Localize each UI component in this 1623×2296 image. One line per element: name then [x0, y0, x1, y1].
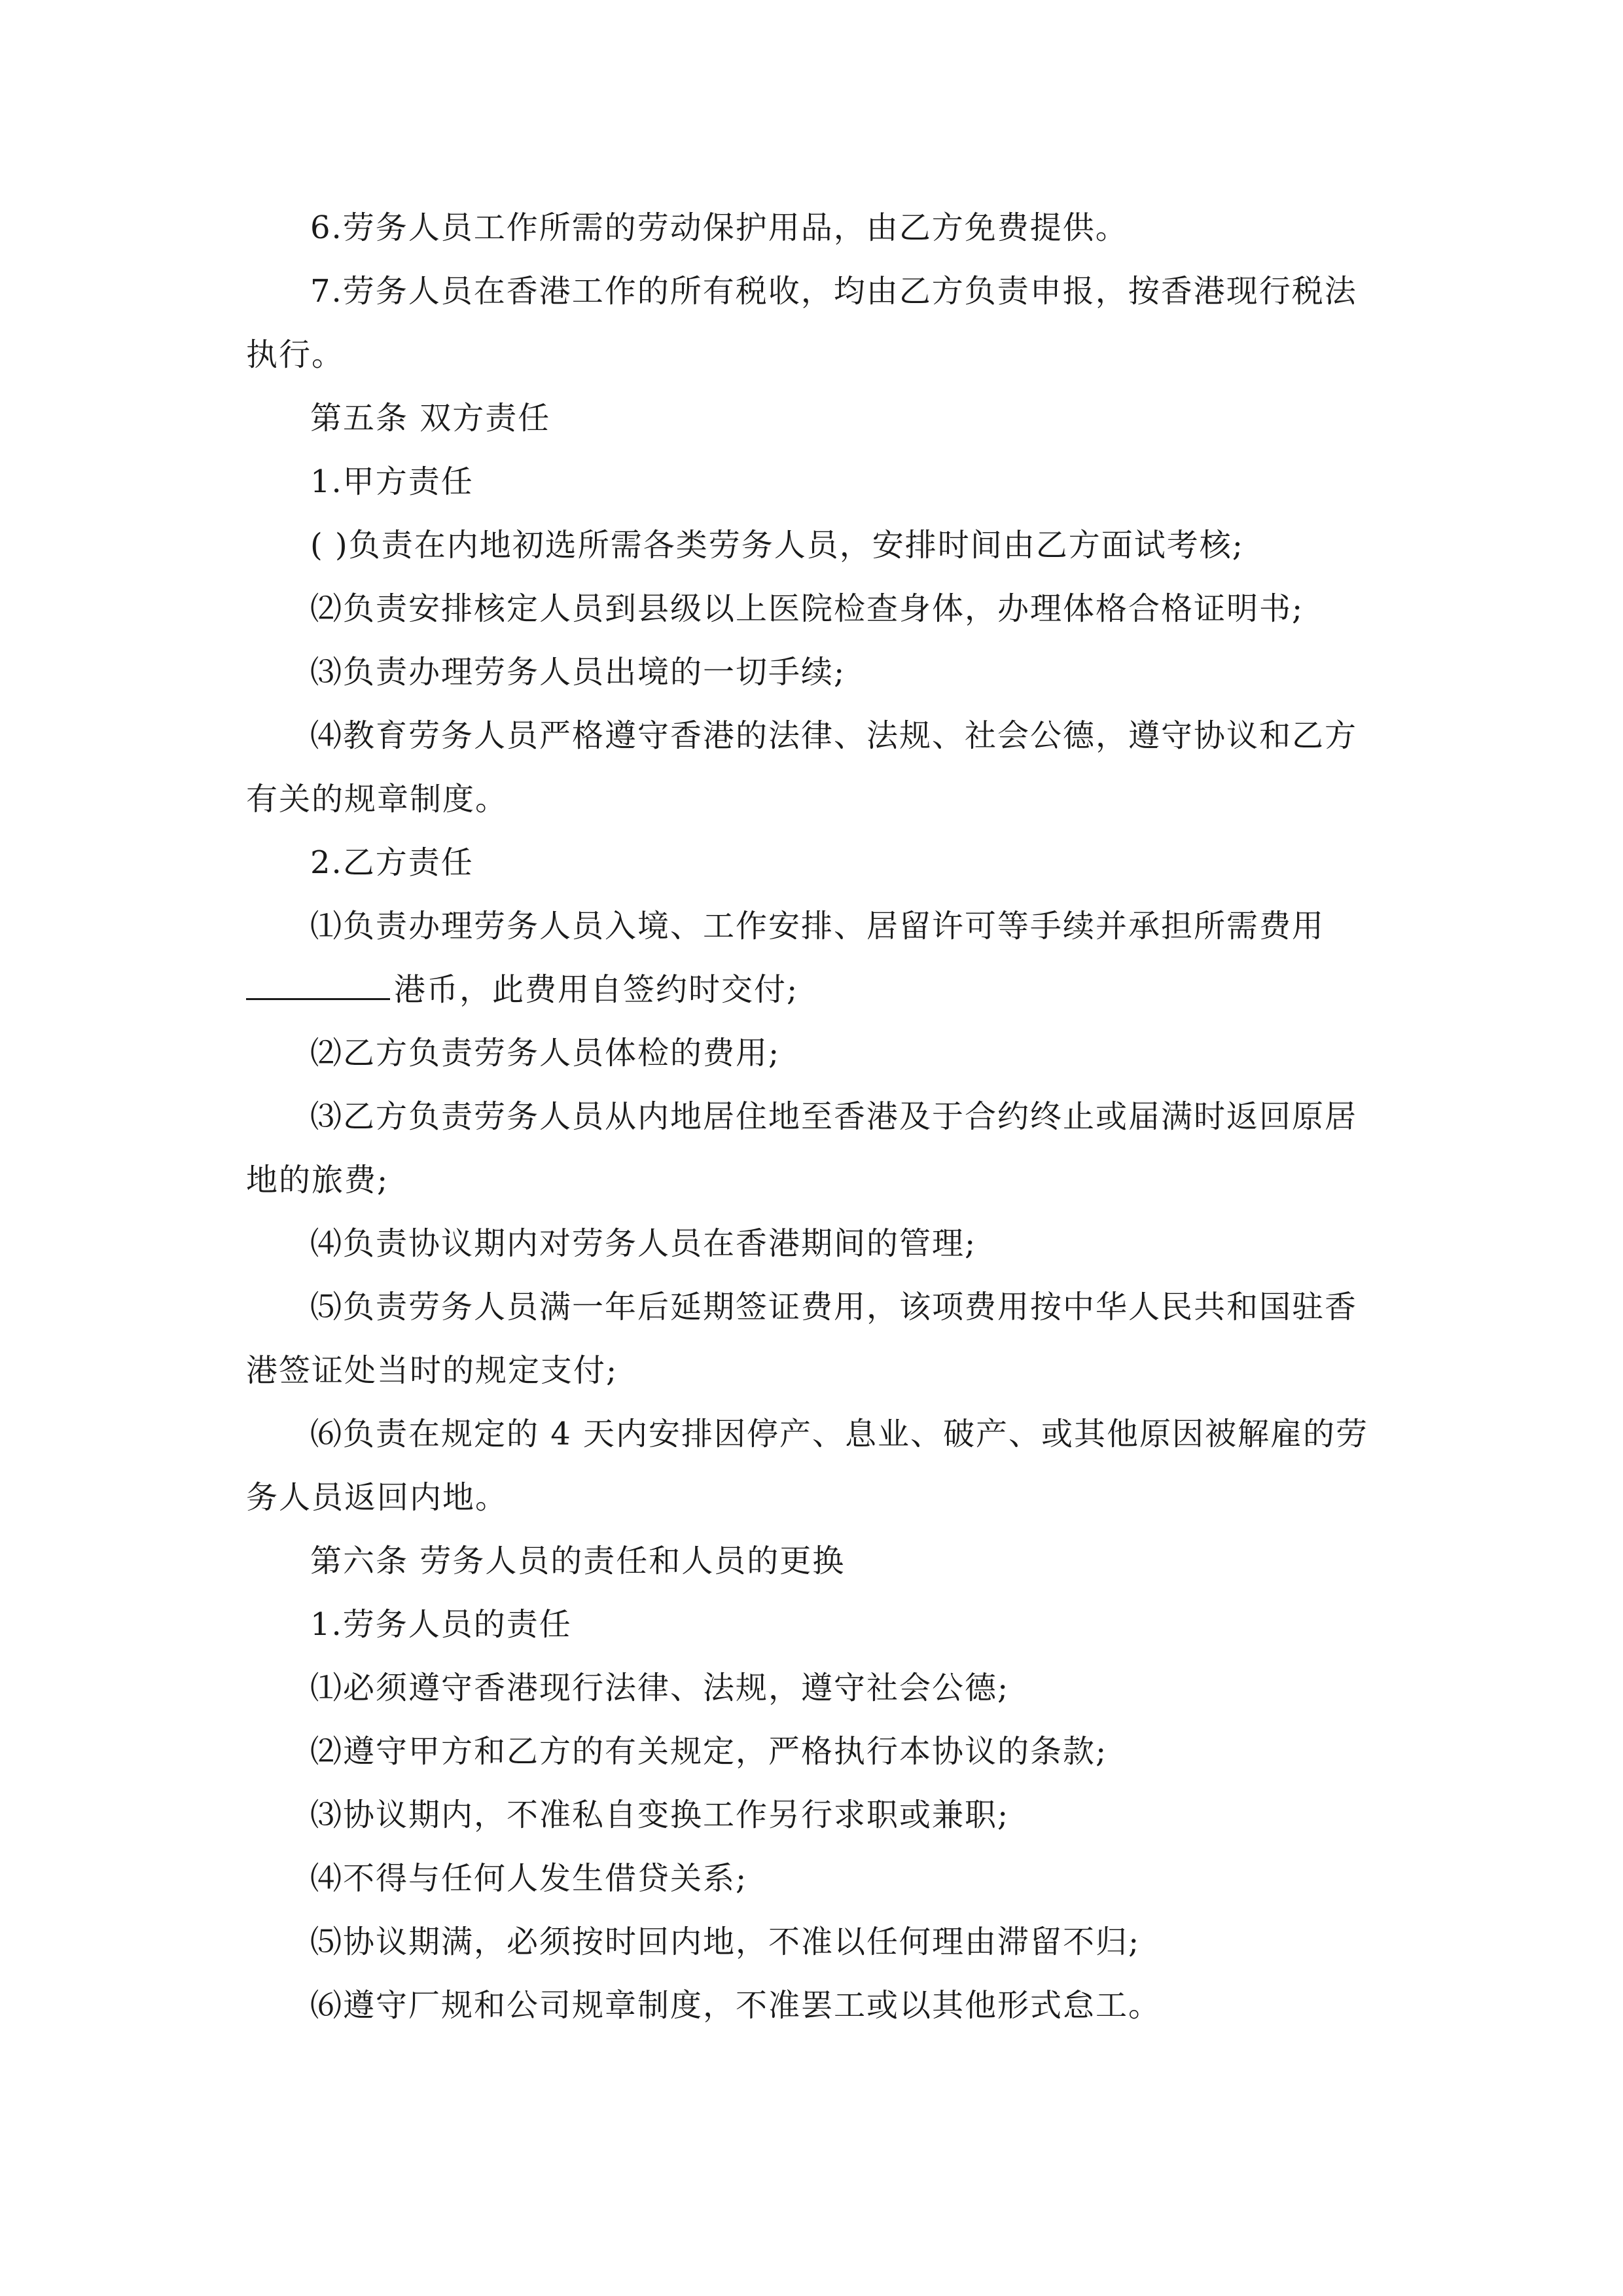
party-b-item-1-tail: 港币，此费用自签约时交付;	[394, 971, 799, 1008]
clause-6-heading: 第六条 劳务人员的责任和人员的更换	[310, 1543, 846, 1579]
party-b-item-6: ⑹负责在规定的 4 天内安排因停产、息业、破产、或其他原因被解雇的劳务人员返回内地。	[246, 1416, 1369, 1516]
party-a-item-4: ⑷教育劳务人员严格遵守香港的法律、法规、社会公德，遵守协议和乙方有关的规章制度。	[246, 717, 1358, 817]
document-body	[246, 196, 1378, 2037]
worker-item-5: ⑸协议期满，必须按时回内地，不准以任何理由滞留不归;	[310, 1924, 1141, 1960]
party-b-item-2: ⑵乙方负责劳务人员体检的费用;	[310, 1035, 781, 1071]
clause-4-item-6: 6.劳务人员工作所需的劳动保护用品，由乙方免费提供。	[310, 209, 1128, 246]
fee-blank-line	[246, 969, 390, 1000]
clause-5-heading: 第五条 双方责任	[310, 400, 551, 437]
party-a-item-2: ⑵负责安排核定人员到县级以上医院检查身体，办理体格合格证明书;	[310, 590, 1304, 627]
worker-item-2: ⑵遵守甲方和乙方的有关规定，严格执行本协议的条款;	[310, 1733, 1108, 1770]
party-a-responsibility-heading: 1.甲方责任	[310, 463, 474, 500]
party-b-item-3: ⑶乙方负责劳务人员从内地居住地至香港及于合约终止或届满时返回原居地的旅费;	[246, 1098, 1358, 1198]
party-a-item-1: ( )负责在内地初选所需各类劳务人员，安排时间由乙方面试考核;	[310, 527, 1244, 564]
worker-item-3: ⑶协议期内，不准私自变换工作另行求职或兼职;	[310, 1797, 1010, 1833]
party-a-item-3: ⑶负责办理劳务人员出境的一切手续;	[310, 654, 846, 691]
party-b-item-4: ⑷负责协议期内对劳务人员在香港期间的管理;	[310, 1225, 977, 1262]
worker-item-6: ⑹遵守厂规和公司规章制度，不准罢工或以其他形式怠工。	[310, 1987, 1162, 2024]
party-b-item-1-continuation	[246, 958, 1378, 1022]
clause-4-item-7: 7.劳务人员在香港工作的所有税收，均由乙方负责申报，按香港现行税法执行。	[246, 273, 1357, 373]
worker-item-1: ⑴必须遵守香港现行法律、法规，遵守社会公德;	[310, 1670, 1010, 1706]
party-b-item-5: ⑸负责劳务人员满一年后延期签证费用，该项费用按中华人民共和国驻香港签证处当时的规定支付;	[246, 1289, 1358, 1389]
party-b-responsibility-heading: 2.乙方责任	[310, 844, 474, 881]
worker-item-4: ⑷不得与任何人发生借贷关系;	[310, 1860, 748, 1897]
worker-responsibility-heading: 1.劳务人员的责任	[310, 1606, 572, 1643]
party-b-item-1: ⑴负责办理劳务人员入境、工作安排、居留许可等手续并承担所需费用	[310, 908, 1325, 944]
